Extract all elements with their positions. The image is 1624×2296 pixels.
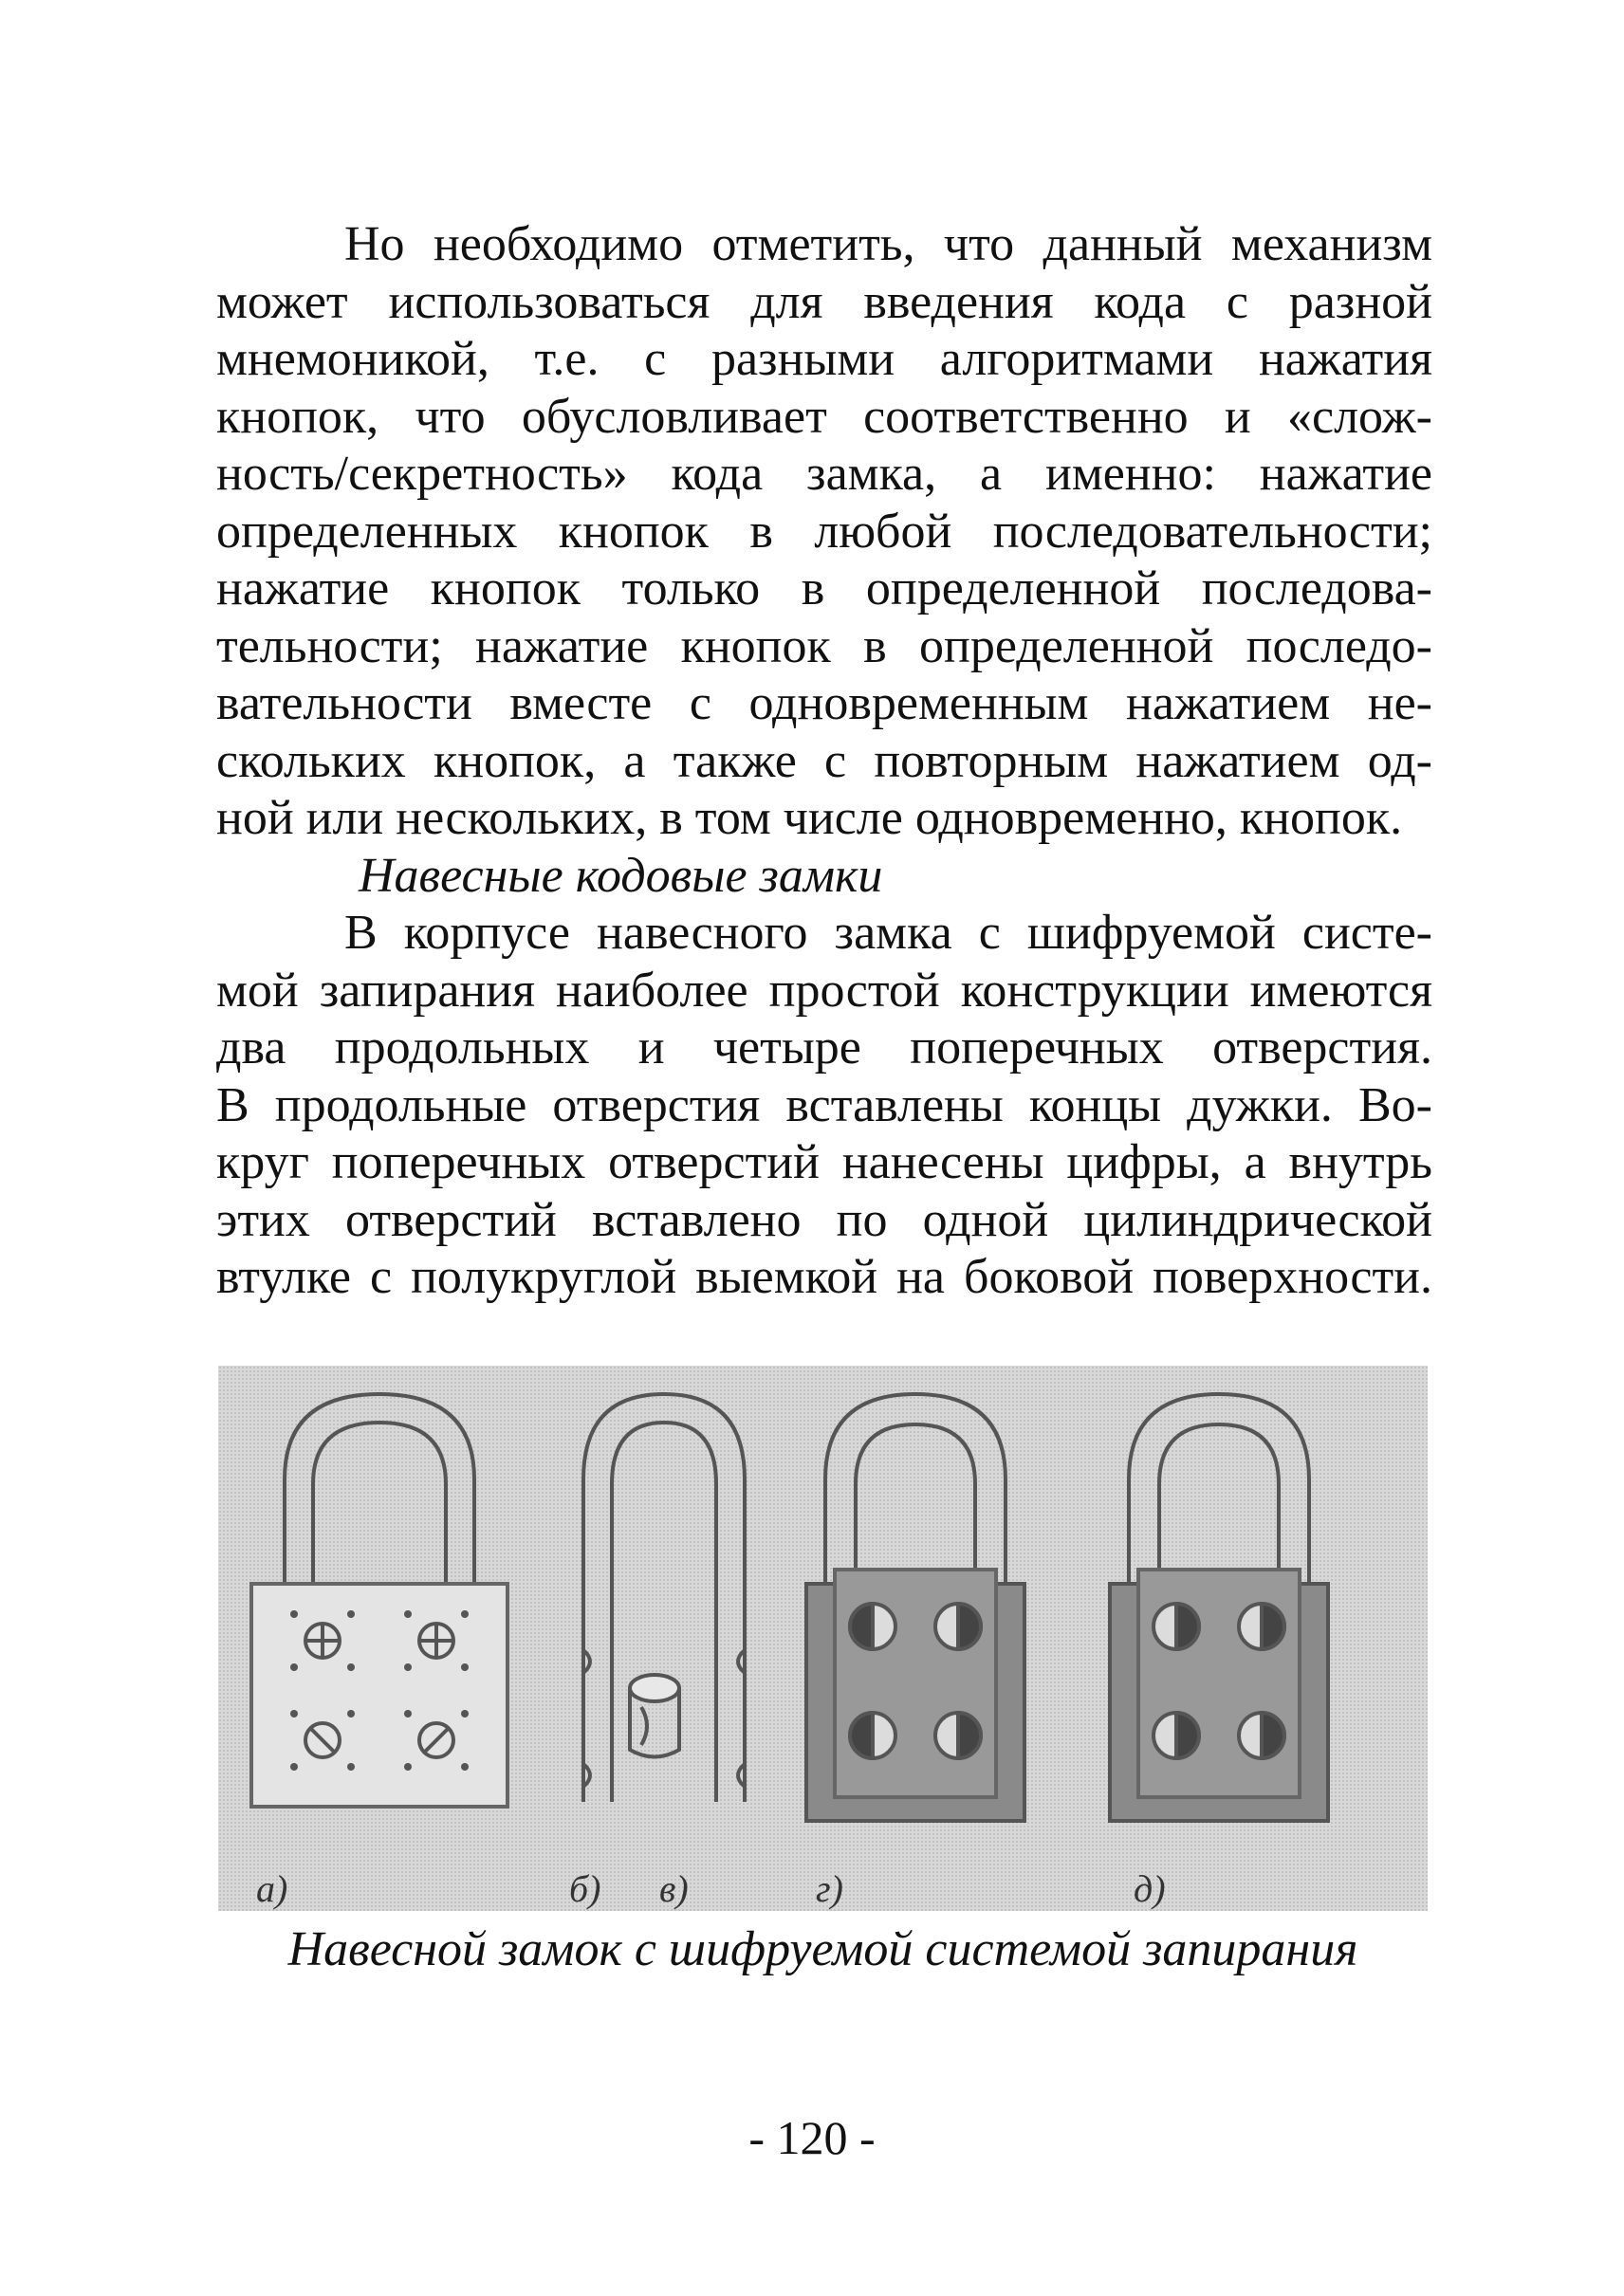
paragraph-1-line: может использоваться для введения кода с разной (216, 274, 1432, 329)
paragraph-2-line: этих отверстий вставлено по одной цилиндрической (216, 1192, 1432, 1247)
padlock-a (251, 1394, 508, 1807)
figure-label-g: г) (816, 1867, 843, 1910)
paragraph-1-line: мнемоникой, т.е. с разными алгоритмами нажатия (216, 332, 1432, 386)
figure-label-a: а) (256, 1867, 288, 1910)
paragraph-2-line: круг поперечных отверстий нанесены цифры, а внутрь (216, 1135, 1432, 1189)
paragraph-1-line: вательности вместе с одновременным нажатием не- (216, 676, 1432, 730)
figure-label-b: б) (569, 1867, 601, 1910)
paragraph-1-line: кнопок, что обусловливает соответственно и «слож- (216, 389, 1432, 444)
paragraph-2-line: В продольные отверстия вставлены концы дужки. Во- (216, 1077, 1432, 1132)
padlock-b-v (583, 1394, 745, 1802)
paragraph-1-line: скольких кнопок, а также с повторным нажатием од- (216, 733, 1432, 788)
paragraph-2-line: В корпусе навесного замка с шифруемой систе- (344, 906, 1432, 960)
figure-caption: Навесной замок с шифруемой системой запирания (287, 1922, 1358, 1976)
text-body (216, 216, 1432, 1307)
section-heading: Навесные кодовые замки (359, 848, 883, 903)
padlock-illustration (218, 1366, 1428, 1911)
figure-label-d: д) (1134, 1867, 1166, 1910)
paragraph-2-line: втулке с полукруглой выемкой на боковой поверхности. (216, 1250, 1432, 1304)
figure-label-v: в) (659, 1867, 689, 1910)
paragraph-1-line: определенных кнопок в любой последовательности; (216, 504, 1432, 559)
padlock-d (1110, 1394, 1328, 1821)
paragraph-2-line: два продольных и четыре поперечных отверстия. (216, 1020, 1432, 1075)
paragraph-1-line: ность/секретность» кода замка, а именно: нажатие (216, 447, 1432, 501)
paragraph-2-line: мой запирания наиболее простой конструкции имеются (216, 963, 1432, 1018)
page-number: - 120 - (748, 2111, 876, 2164)
padlock-figure (218, 1366, 1428, 1911)
paragraph-1-line: нажатие кнопок только в определенной последова- (216, 561, 1432, 615)
paragraph-1-line: тельности; нажатие кнопок в определенной последо- (216, 618, 1432, 673)
padlock-g (806, 1394, 1024, 1821)
paragraph-1-line: Но необходимо отметить, что данный механизм (344, 217, 1432, 271)
paragraph-1-line: ной или нескольких, в том числе одновременно, кнопок. (216, 791, 1403, 845)
